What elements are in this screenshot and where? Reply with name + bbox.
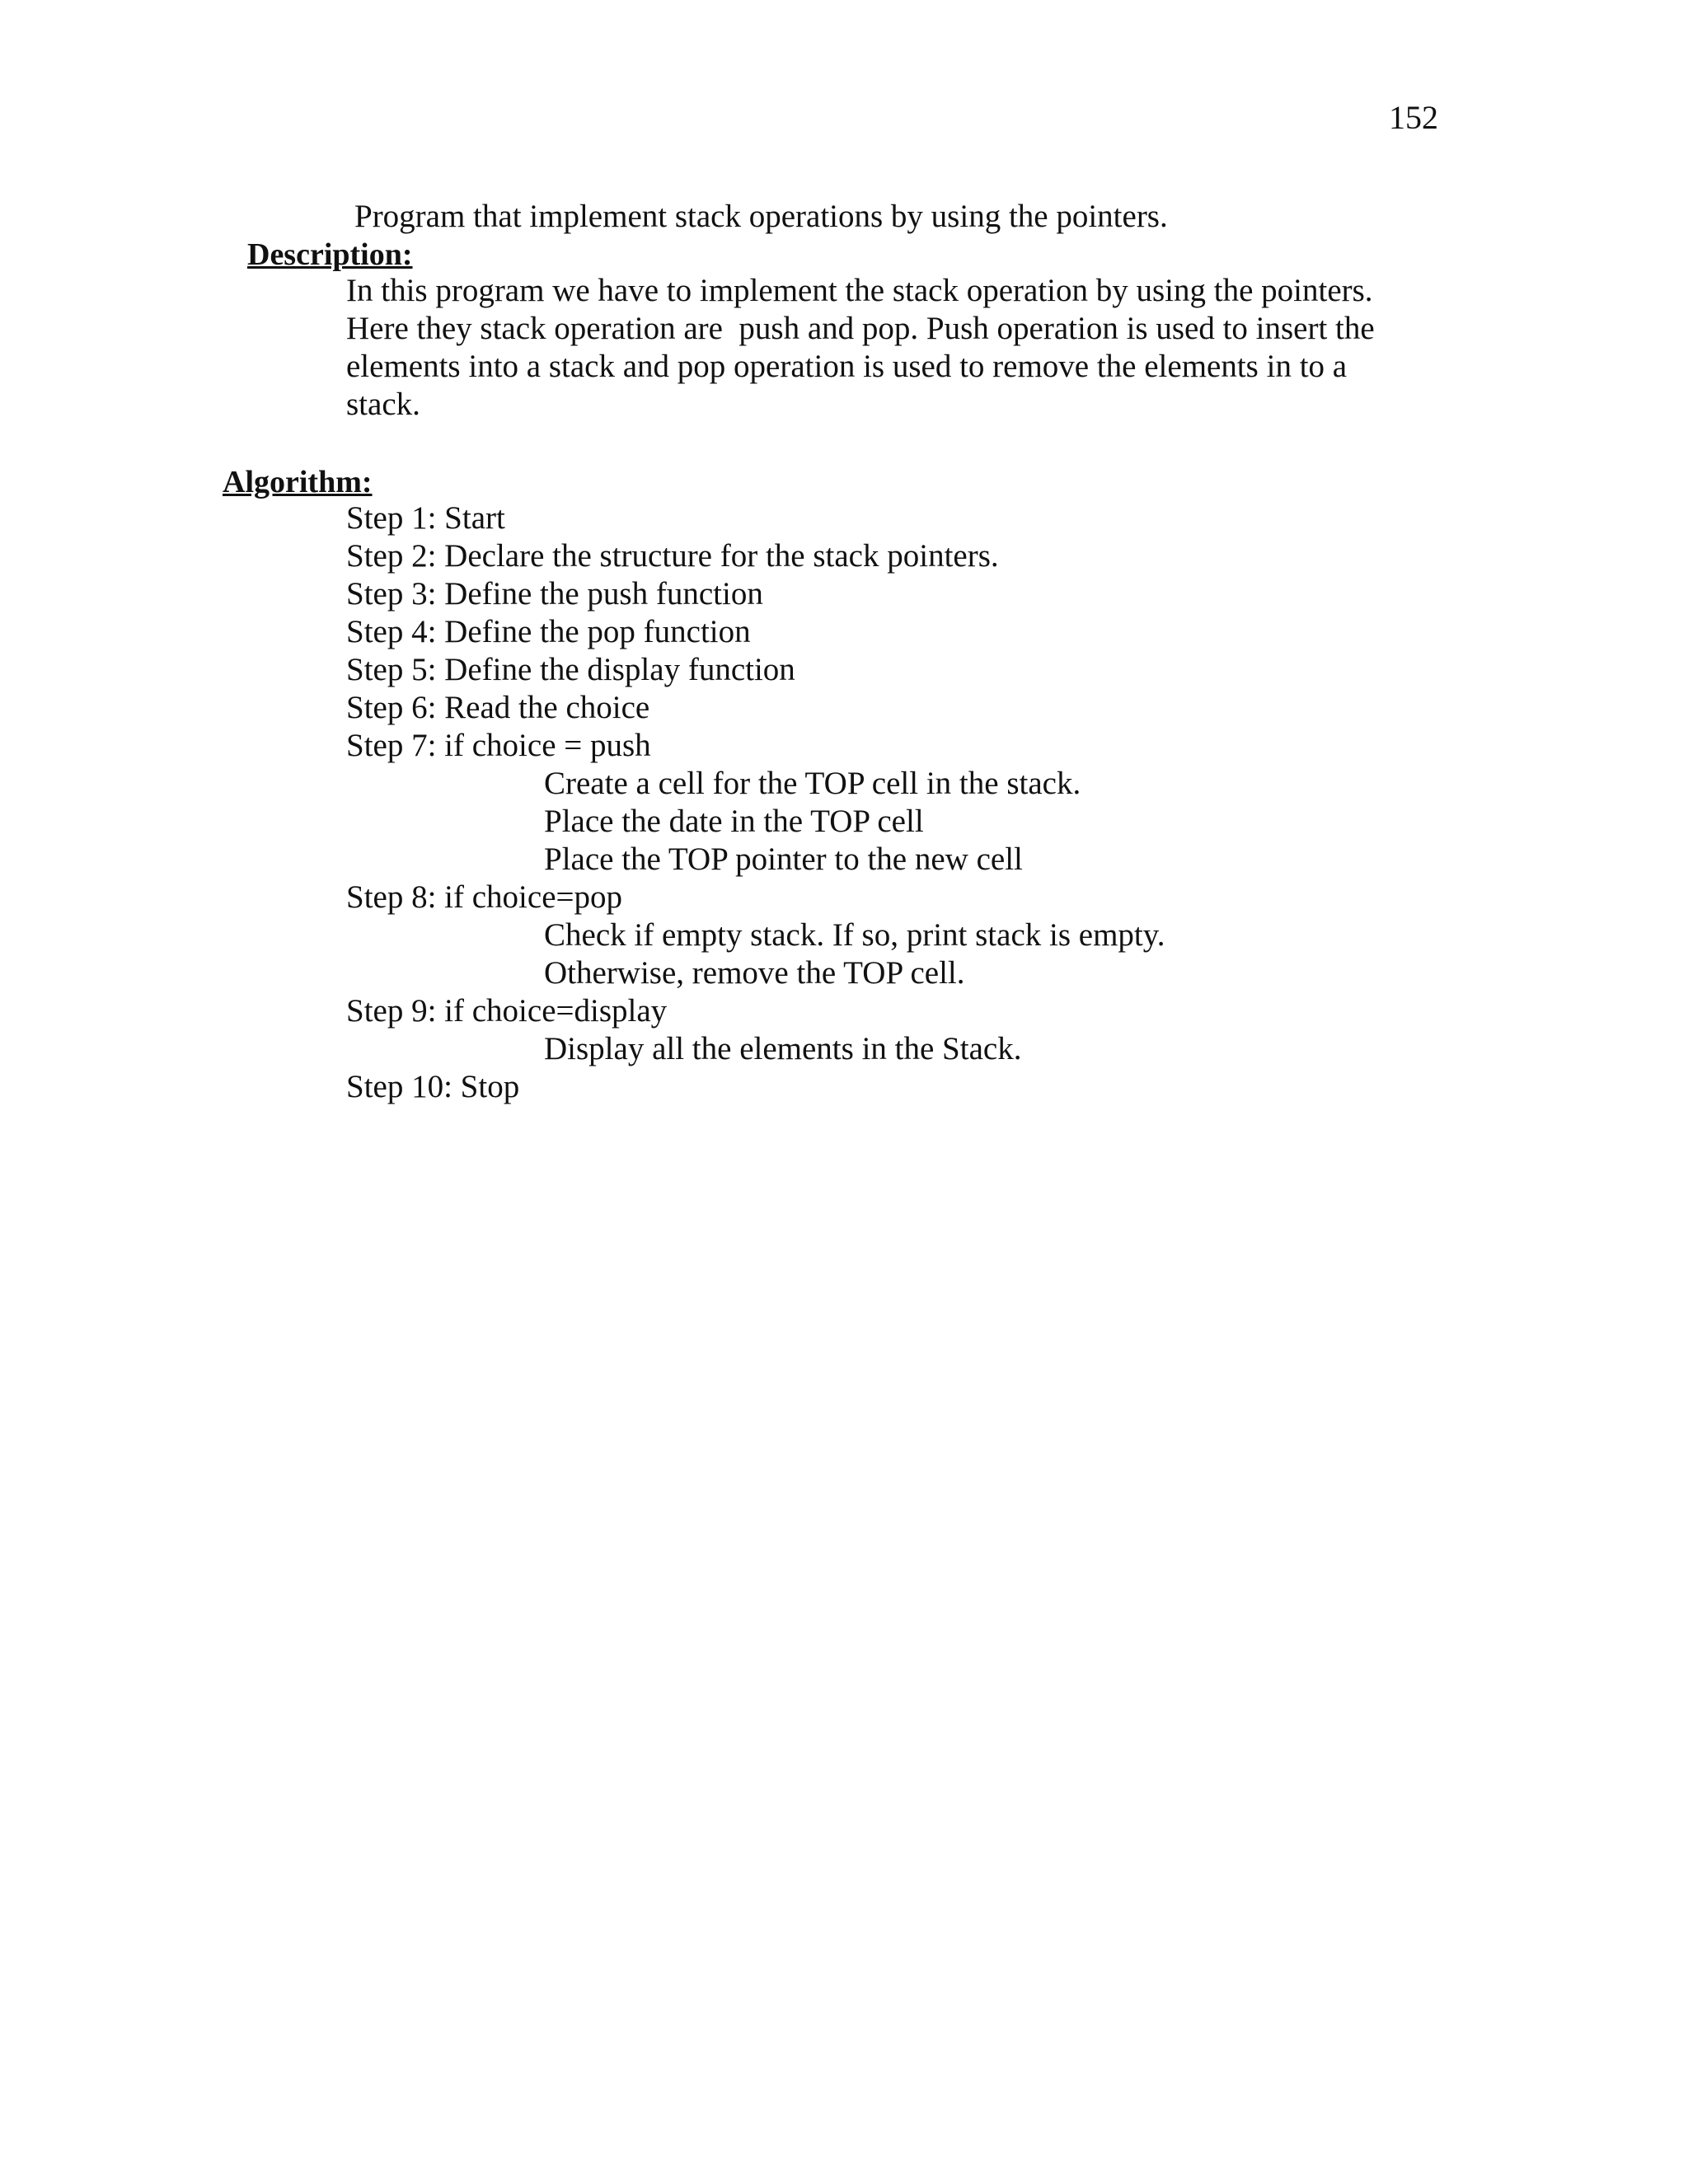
program-title: Program that implement stack operations by using the pointers. — [354, 199, 1168, 234]
algorithm-step: Step 4: Define the pop function — [346, 614, 751, 649]
algorithm-substep: Create a cell for the TOP cell in the stack. — [544, 766, 1081, 801]
algorithm-heading: Algorithm: — [223, 465, 373, 499]
algorithm-substep: Place the TOP pointer to the new cell — [544, 841, 1023, 877]
algorithm-step: Step 7: if choice = push — [346, 728, 651, 763]
algorithm-step: Step 9: if choice=display — [346, 993, 668, 1029]
algorithm-step: Step 5: Define the display function — [346, 652, 795, 687]
algorithm-step: Step 10: Stop — [346, 1069, 520, 1104]
algorithm-substep: Check if empty stack. If so, print stack is empty. — [544, 917, 1165, 953]
description-line: stack. — [346, 387, 420, 422]
algorithm-substep: Otherwise, remove the TOP cell. — [544, 955, 965, 991]
algorithm-step: Step 3: Define the push function — [346, 576, 763, 612]
algorithm-step: Step 8: if choice=pop — [346, 879, 623, 915]
algorithm-substep: Display all the elements in the Stack. — [544, 1031, 1022, 1066]
description-line: In this program we have to implement the stack operation by using the pointers. — [346, 273, 1373, 308]
page-number: 152 — [1389, 99, 1438, 136]
description-body — [346, 272, 1375, 424]
description-line: Here they stack operation are push and pop. Push operation is used to insert the — [346, 311, 1375, 346]
algorithm-step: Step 1: Start — [346, 500, 505, 536]
algorithm-step: Step 6: Read the choice — [346, 690, 650, 725]
algorithm-step: Step 2: Declare the structure for the stack pointers. — [346, 538, 999, 574]
algorithm-steps — [346, 499, 1165, 1106]
description-line: elements into a stack and pop operation is used to remove the elements in to a — [346, 349, 1348, 384]
description-heading: Description: — [247, 237, 413, 272]
algorithm-substep: Place the date in the TOP cell — [544, 804, 924, 839]
